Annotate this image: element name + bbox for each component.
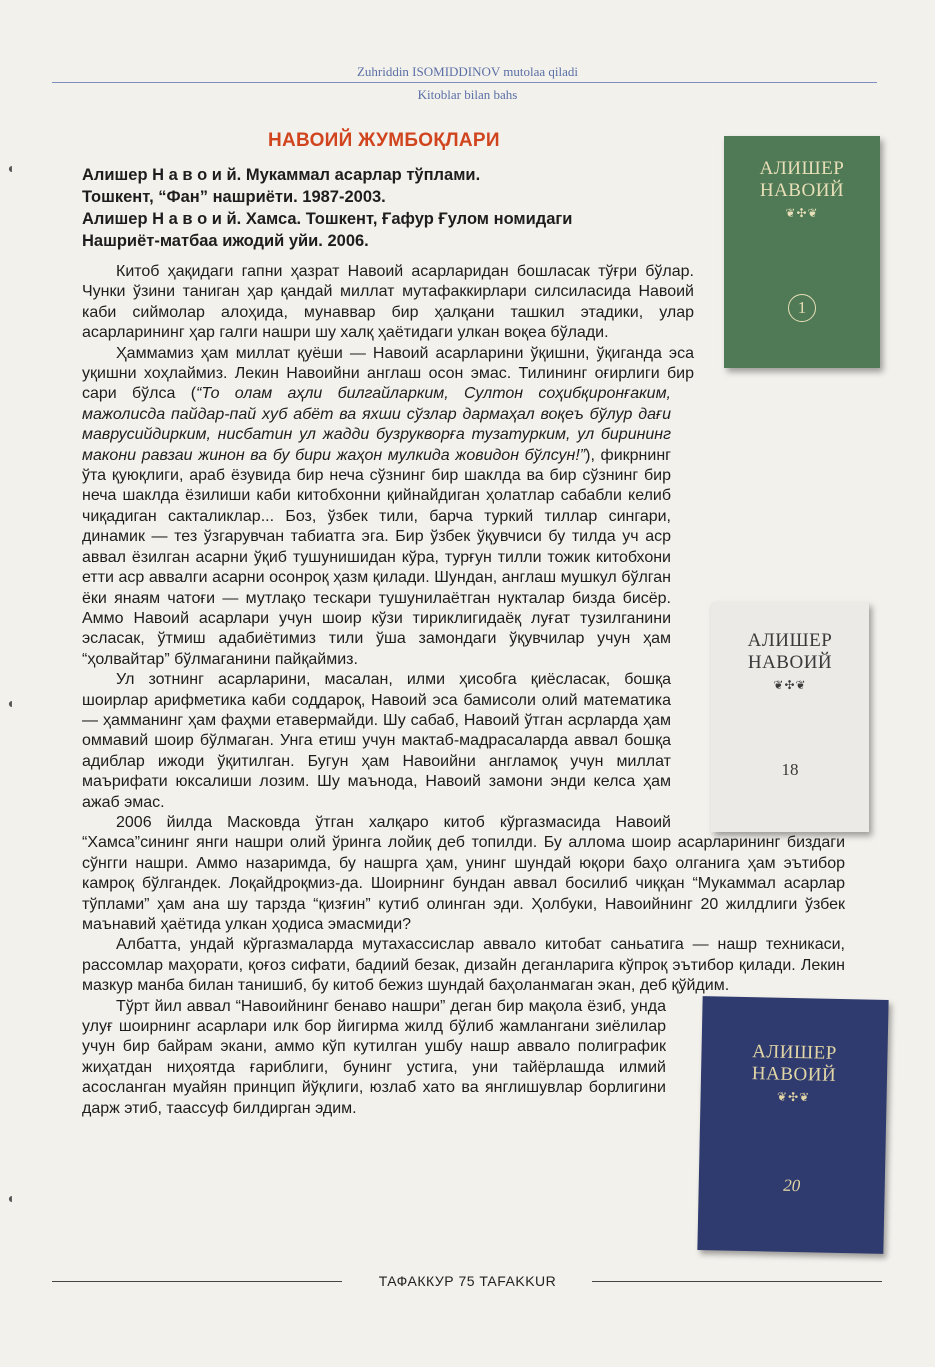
running-head-author: Zuhriddin ISOMIDDINOV mutolaa qiladi: [356, 64, 579, 79]
quotation: “То олам аҳли билгайларким, Султон соҳибқиронғаким, мажолисда пайдар-пай хуб абёт ва яхши сўзлар дармаҳал воқеъ бўлур дағи маврусийдирким, нисбатин ул жадди бузрукворға тузатурким, ул бирининг макони равзаи жинон ва бу бири жаҳон мулкида жовидон бўлсун!”: [82, 385, 671, 464]
paragraph-text: ), фикрнинг ўта қуюқлиги, араб ёзувида бир неча сўзнинг бир шаклда ва бир сўзнинг бир неча шаклда ёзилиши каби китобхонни қийнайдиган ҳолатлар сабабли келиб чиқадиган сакталиклар... Боз, ўзбек тили, барча туркий тиллар сингари, динамик — тез ўзгарувчан табиатга эга. Бир ўзбек ўқувчиси бу тилда уч аср аввал ёзилган асарни ўқиб тушунишидан кўра, турғун тилли тожик китобхони етти аср аввалги асарни осонроқ ҳазм қилади. Шундан, англаш мушкул бўлган ёки янаям чатоғи — мутлақо тескари тушунилаётган нукталар бизда бисёр. Аммо Навоий асарлари учун шоир кўзи тириклигидаёқ луғат тузилганини эсласак, ўтмиш адабиётимиз тили ўша замондаги ўқувчилар учун ҳам “ҳолвайтар” бўлмаганини пайқаймиз.: [82, 446, 671, 668]
book-volume-number: 20: [783, 1175, 801, 1196]
ornament-icon: ❦✣❦: [773, 678, 807, 692]
book-title-line: НАВОИЙ: [759, 180, 845, 201]
bibliography: [82, 164, 682, 252]
book-title-line: АЛИШЕР: [759, 158, 845, 179]
ornament-icon: ❦✣❦: [776, 1089, 811, 1105]
header-rule: [52, 82, 877, 83]
book-volume-number: 18: [781, 760, 799, 779]
article-body: [82, 262, 846, 1258]
article-title: НАВОИЙ ЖУМБОҚЛАРИ: [268, 130, 500, 151]
book-title-line: АЛИШЕР: [751, 1041, 838, 1064]
binder-hole-icon: ◖: [6, 1190, 15, 1206]
binder-hole-icon: ◖: [6, 695, 15, 711]
binder-hole-icon: ◖: [6, 160, 15, 176]
paragraph: Тўрт йил аввал “Навоийнинг бенаво нашри” деган бир мақола ёзиб, унда улуғ шоирнинг асарлари илк бор йигирма жилд бўлиб жамлангани зиёлилар учун бир байрам экани, аммо кўп кутилган ушбу нашр аввало полиграфик жиҳатдан ниҳоятда ғариблиги, бунинг устига, уни тайёрлашда илмий асосланган муайян принцип йўқлиги, юзлаб хато ва янглишувлар борлигини дарж этиб, таассуф билдирган эдим.: [82, 997, 666, 1117]
book-volume-number: 1: [788, 294, 816, 322]
paragraph: Китоб ҳақидаги гапни ҳазрат Навоий асарларидан бошласак тўғри бўлар. Чунки ўзини таниган ҳар қандай миллат мутафаккирлари силсиласида Навоий каби сиймолар алоҳида, мунаввар бир ҳалқани ташкил этадики, улар асарларининг ҳар галги нашри шу халқ ҳаётидаги улкан воқеа бўлади.: [82, 263, 694, 342]
paragraph: 2006 йилда Масковда ўтган халқаро китоб кўргазмасида Навоий “Хамса”сининг янги нашри олий ўринга лойиқ деб топилди. Бу аллома шоир асарларининг биздаги сўнгги нашри. Аммо назаримда, бу нашрга ҳам, унинг шундай юқори баҳо олганига ҳам эътибор камроқ бўлгандек. Лоқайдроқмиз-да. Шоирнинг бундан аввал босилиб чиққан “Мукаммал асарлар тўплами” ҳам ана шу тарзда “қизғин” кутиб олинган эди. Ҳолбуки, Навоийнинг 20 жилдлиги ўзбек маънавий ҳаётида улкан ҳодиса эмасмиди?: [82, 813, 845, 933]
bibliography-line: Алишер Н а в о и й. Хамса. Тошкент, Ғафур Ғулом номидаги: [82, 210, 573, 228]
bibliography-line: Алишер Н а в о и й. Мукаммал асарлар тўплами.: [82, 166, 481, 184]
bibliography-line: Тошкент, “Фан” нашриёти. 1987-2003.: [82, 188, 386, 206]
page-footer: ТАФАККУР 75 TAFAKKUR: [378, 1273, 557, 1289]
book-title-line: НАВОИЙ: [747, 652, 833, 673]
paragraph-text: Ҳаммамиз ҳам миллат қуёши — Навоий асарларини ўқишни, ўқиганда эса уқишни хоҳлаймиз. Лекин Навоийни англаш осон эмас. Тилининг оғирлиги бир сари бўлса (: [82, 344, 694, 403]
book-title-line: АЛИШЕР: [747, 630, 833, 651]
bibliography-line: Нашриёт-матбаа ижодий уйи. 2006.: [82, 232, 369, 250]
ornament-icon: ❦✣❦: [785, 206, 819, 220]
running-head-section: Kitoblar bilan bahs: [417, 87, 518, 102]
paragraph: Албатта, ундай кўргазмаларда мутахассислар аввало китобат саньатига — нашр техникаси, рассомлар маҳорати, қоғоз сифати, бадиий безак, дизайн деганларига кўпроқ эътибор қилади. Лекин мазкур манба билан танишиб, бу китоб бежиз шундай баҳоланмаган экан, деб қўйдим.: [82, 936, 845, 995]
book-title-line: НАВОИЙ: [751, 1063, 837, 1086]
paragraph: Ул зотнинг асарларини, масалан, илми ҳисобга қиёсласак, бошқа шоирлар арифметика каби соддароқ, Навоий эса бамисоли олий математика — ҳамманинг ҳам фаҳми етавермайди. Шу сабаб, Навоий ўтган асрларда ҳам оммавий шоир бўлмаган. Унга етиш учун мактаб-мадрасаларда аввал бошқа адиблар ижоди ўқитилган. Бугун ҳам Навоийни англамоқ учун миллат маърифати юксалиши лозим. Шу маънода, Навоий замони энди келса ҳам ажаб эмас.: [82, 671, 671, 811]
